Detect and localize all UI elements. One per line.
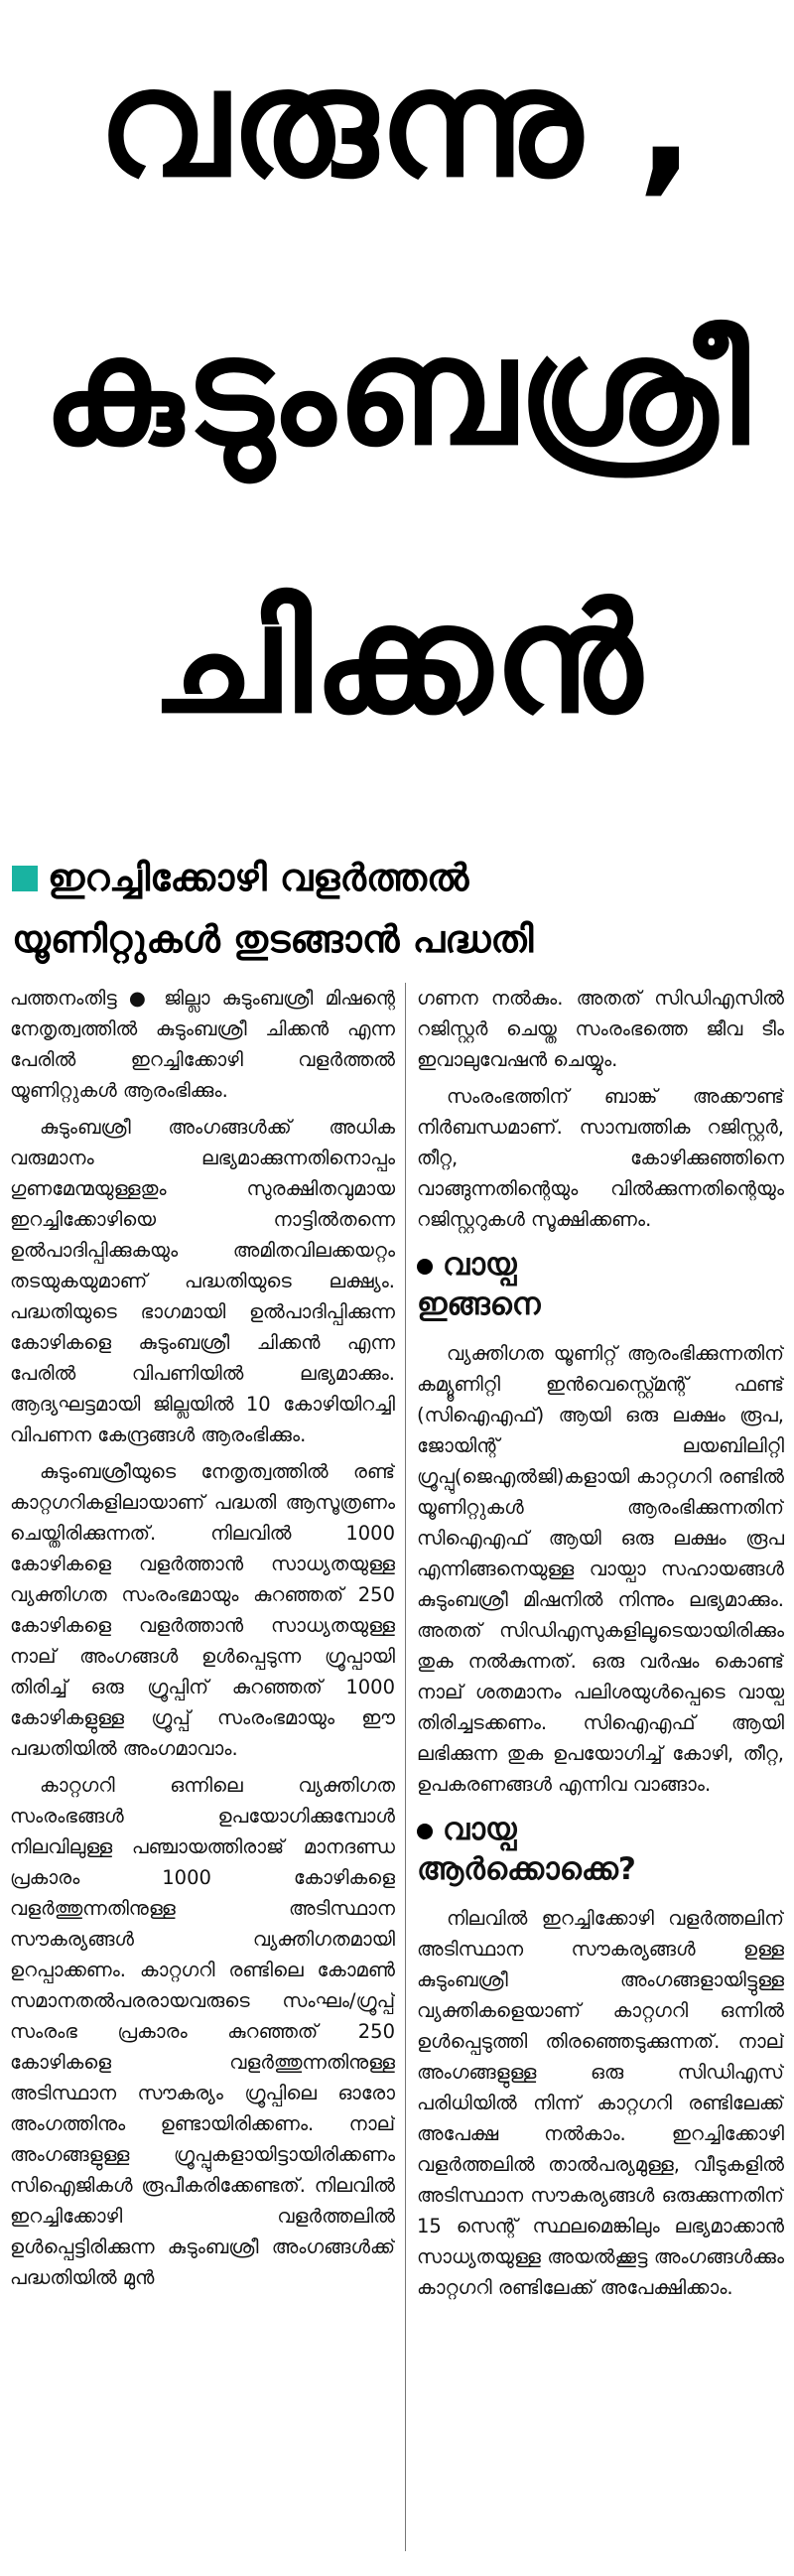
left-column xyxy=(10,983,395,2556)
body-paragraph: സംരംഭത്തിന് ബാങ്ക് അക്കൗണ്ട് നിർബന്ധമാണ്. സാമ്പത്തിക റജിസ്റ്റർ, തീറ്റ, കോഴിക്കുഞ്ഞിനെ വാങ്ങുന്നതിന്റെയും വിൽക്കുന്നതിന്റെയും റജിസ്റ്ററുകൾ സൂക്ഷിക്കണം. xyxy=(417,1085,784,1231)
body-paragraph: കുടുംബശ്രീ അംഗങ്ങൾക്ക് അധിക വരുമാനം ലഭ്യമാക്കുന്നതിനൊപ്പം ഗുണമേന്മയുള്ളതും സുരക്ഷിതവുമായ ഇറച്ചിക്കോഴിയെ നാട്ടിൽതന്നെ ഉൽപാദിപ്പിക്കുകയും അമിതവിലക്കയറ്റം തടയുകയുമാണ് പദ്ധതിയുടെ ലക്ഷ്യം. പദ്ധതിയുടെ ഭാഗമായി ഉൽപാദിപ്പിക്കുന്ന കോഴികളെ കുടുംബശ്രീ ചിക്കൻ എന്ന പേരിൽ വിപണിയിൽ ലഭ്യമാക്കും. ആദ്യഘട്ടമായി ജില്ലയിൽ 10 കോഴിയിറച്ചി വിപണന കേന്ദ്രങ്ങൾ ആരംഭിക്കും. xyxy=(10,1116,395,1446)
subheading-loan-who xyxy=(417,1810,784,1889)
subheading-line-2: ആർക്കൊക്കെ? xyxy=(417,1851,636,1887)
kicker-line-2: യൂണിറ്റുകൾ തുടങ്ങാൻ പദ്ധതി xyxy=(12,917,534,961)
subheading-loan-how xyxy=(417,1245,784,1324)
body-paragraph: നിലവിൽ ഇറച്ചിക്കോഴി വളർത്തലിന് അടിസ്ഥാന സൗകര്യങ്ങൾ ഉള്ള കുടുംബശ്രീ അംഗങ്ങളായിട്ടുള്ള വ്യക്തികളെയാണ് കാറ്റഗറി ഒന്നിൽ ഉൾപ്പെടുത്തി തിരഞ്ഞെടുക്കുന്നത്. നാല് അംഗങ്ങളുള്ള ഒരു സിഡിഎസ് പരിധിയിൽ നിന്ന് കാറ്റഗറി രണ്ടിലേക്ക് അപേക്ഷ നൽകാം. ഇറച്ചിക്കോഴി വളർത്തലിൽ താൽപര്യമുള്ള, വീടുകളിൽ അടിസ്ഥാന സൗകര്യങ്ങൾ ഒരുക്കുന്നതിന് 15 സെന്റ് സ്ഥലമെങ്കിലും ലഭ്യമാക്കാൻ സാധ്യതയുള്ള അയൽക്കൂട്ട അംഗങ്ങൾക്കും കാറ്റഗറി രണ്ടിലേക്ക് അപേക്ഷിക്കാം. xyxy=(417,1907,784,2299)
headline-line-2: കുടുംബശ്രീ xyxy=(43,306,751,478)
body-paragraph: ഗണന നൽകും. അതത് സിഡിഎസിൽ റജിസ്റ്റർ ചെയ്ത സംരംഭത്തെ ജീവ ടീം ഇവാലുവേഷൻ ചെയ്യും. xyxy=(417,987,784,1071)
right-column xyxy=(417,983,784,2556)
body-paragraph: കാറ്റഗറി ഒന്നിലെ വ്യക്തിഗത സംരംഭങ്ങൾ ഉപയോഗിക്കുമ്പോൾ നിലവിലുള്ള പഞ്ചായത്തിരാജ് മാനദണ്ഡ പ്രകാരം 1000 കോഴികളെ വളർത്തുന്നതിനുള്ള അടിസ്ഥാന സൗകര്യങ്ങൾ വ്യക്തിഗതമായി ഉറപ്പാക്കണം. കാറ്റഗറി രണ്ടിലെ കോമൺ സമാനതൽപരരായവരുടെ സംഘം/ഗ്രൂപ്പ് സംരംഭ പ്രകാരം കുറഞ്ഞത് 250 കോഴികളെ വളർത്തുന്നതിനുള്ള അടിസ്ഥാന സൗകര്യം ഗ്രൂപ്പിലെ ഓരോ അംഗത്തിനും ഉണ്ടായിരിക്കണം. നാല് അംഗങ്ങളുള്ള ഗ്രൂപ്പുകളായിട്ടായിരിക്കണം സിഐജികൾ രൂപീകരിക്കേണ്ടത്. നിലവിൽ ഇറച്ചിക്കോഴി വളർത്തലിൽ ഉൾപ്പെട്ടിരിക്കുന്ന കുടുംബശ്രീ അംഗങ്ങൾക്ക് പദ്ധതിയിൽ മുൻ xyxy=(10,1774,395,2289)
column-divider xyxy=(405,983,406,2551)
headline-line-3: ചിക്കൻ xyxy=(150,574,644,746)
kicker-marker xyxy=(12,866,38,891)
headline-line-1: വരുന്നു , xyxy=(97,38,697,210)
body-paragraph: പത്തനംതിട്ട ● ജില്ലാ കുടുംബശ്രീ മിഷന്റെ നേതൃത്വത്തിൽ കുടുംബശ്രീ ചിക്കൻ എന്ന പേരിൽ ഇറച്ചിക്കോഴി വളർത്തൽ യൂണിറ്റുകൾ ആരംഭിക്കും. xyxy=(10,987,395,1102)
subheading-line-1: വായ്പ xyxy=(443,1812,517,1847)
subheading-line-1: വായ്പ xyxy=(443,1247,517,1283)
kicker-line-1: ഇറച്ചിക്കോഴി വളർത്തൽ xyxy=(48,856,469,899)
bullet-icon xyxy=(417,1824,433,1839)
body-paragraph: വ്യക്തിഗത യൂണിറ്റ് ആരംഭിക്കുന്നതിന് കമ്യൂണിറ്റി ഇൻവെസ്റ്റ്മെന്റ് ഫണ്ട് (സിഐഎഫ്) ആയി ഒരു ലക്ഷം രൂപ, ജോയിന്റ് ലയബിലിറ്റി ഗ്രൂപ്പു(ജെഎൽജി)കളായി കാറ്റഗറി രണ്ടിൽ യൂണിറ്റുകൾ ആരംഭിക്കുന്നതിന് സിഐഎഫ് ആയി ഒരു ലക്ഷം രൂപ എന്നിങ്ങനെയുള്ള വായ്പാ സഹായങ്ങൾ കുടുംബശ്രീ മിഷനിൽ നിന്നും ലഭ്യമാക്കും. അതത് സിഡിഎസുകളിലൂടെയായിരിക്കും തുക നൽകുന്നത്. ഒരു വർഷം കൊണ്ട് നാല് ശതമാനം പലിശയുൾപ്പെടെ വായ്പ തിരിച്ചടക്കണം. സിഐഎഫ് ആയി ലഭിക്കുന്ന തുക ഉപയോഗിച്ച് കോഴി, തീറ്റ, ഉപകരണങ്ങൾ എന്നിവ വാങ്ങാം. xyxy=(417,1342,784,1796)
body-paragraph: കുടുംബശ്രീയുടെ നേതൃത്വത്തിൽ രണ്ട് കാറ്റഗറികളിലായാണ് പദ്ധതി ആസൂത്രണം ചെയ്തിരിക്കുന്നത്. നിലവിൽ 1000 കോഴികളെ വളർത്താൻ സാധ്യതയുള്ള വ്യക്തിഗത സംരംഭമായും കുറഞ്ഞത് 250 കോഴികളെ വളർത്താൻ സാധ്യതയുള്ള നാല് അംഗങ്ങൾ ഉൾപ്പെടുന്ന ഗ്രൂപ്പായി തിരിച്ച് ഒരു ഗ്രൂപ്പിന് കുറഞ്ഞത് 1000 കോഴികളുള്ള ഗ്രൂപ്പ് സംരംഭമായും ഈ പദ്ധതിയിൽ അംഗമാവാം. xyxy=(10,1460,395,1760)
subheading-line-2: ഇങ്ങനെ xyxy=(417,1287,541,1322)
bullet-icon xyxy=(417,1259,433,1275)
